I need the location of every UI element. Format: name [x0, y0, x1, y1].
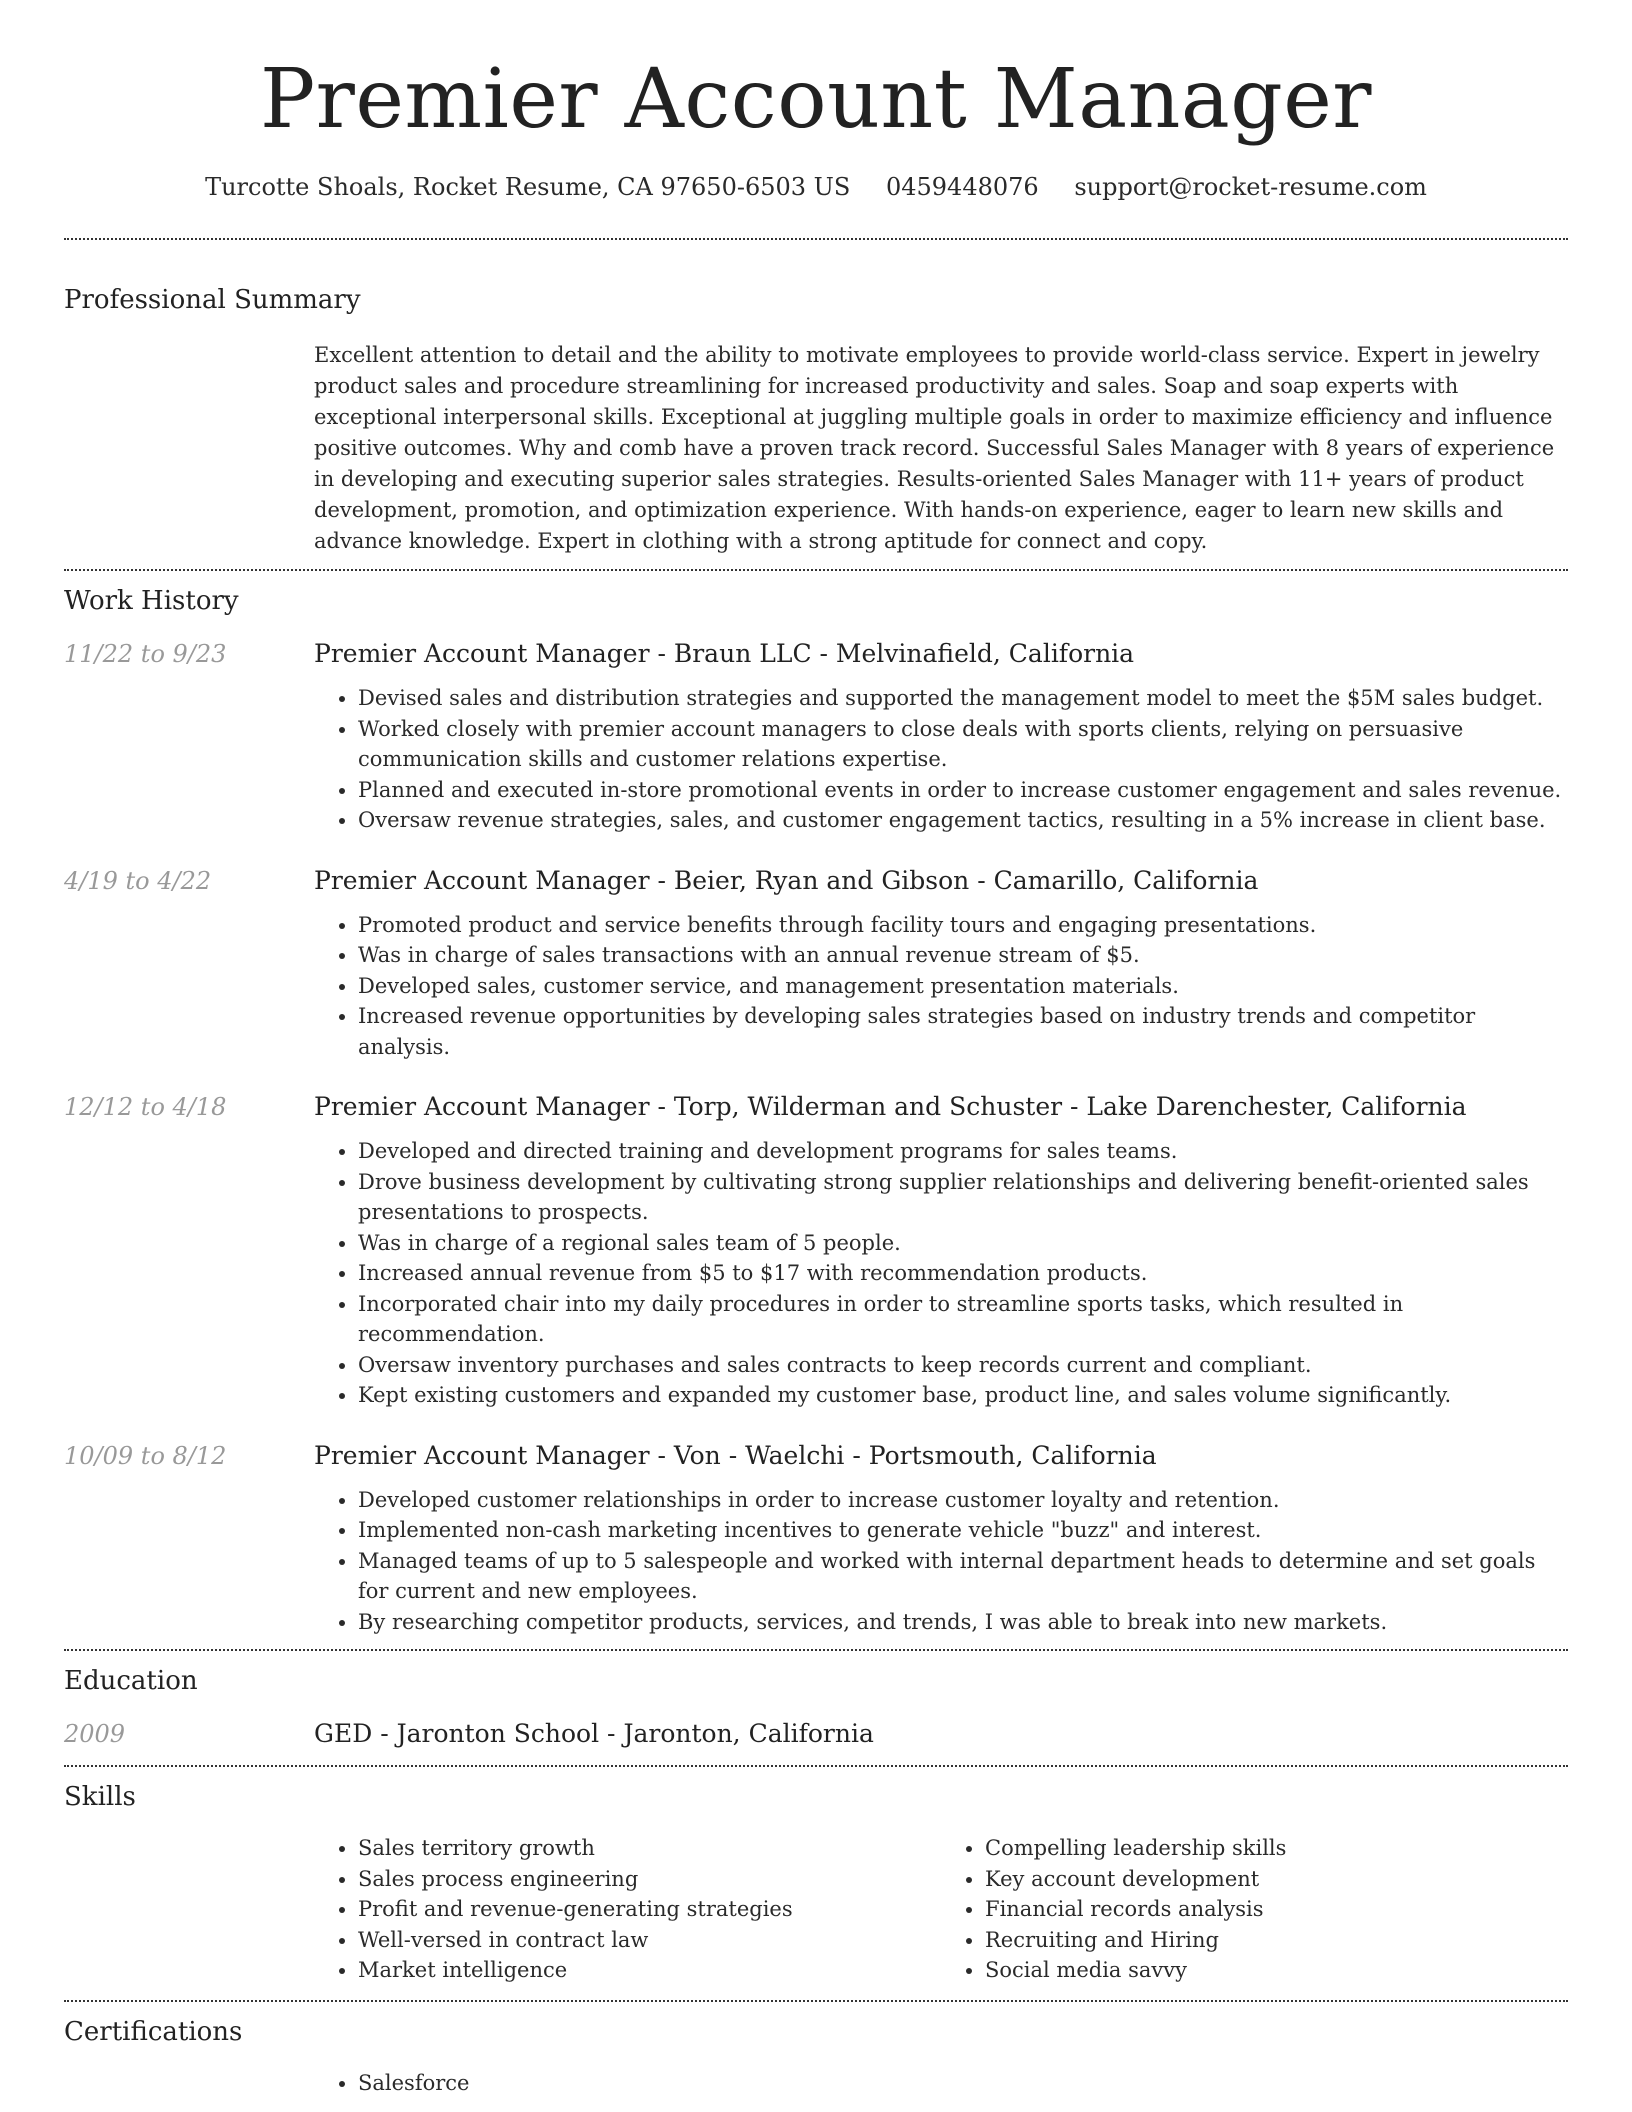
contact-phone: 0459448076	[885, 173, 1039, 201]
skills-column-left	[314, 1833, 941, 1986]
job-bullet: • Oversaw revenue strategies, sales, and customer engagement tactics, resulting in a 5% increase in client base.	[358, 805, 1568, 836]
education-section	[64, 1663, 1568, 1751]
summary-title: Professional Summary	[64, 285, 361, 315]
job-entry	[64, 1439, 1568, 1650]
job-bullet: • Increased revenue opportunities by developing sales strategies based on industry trends and competitor analysis.	[358, 1001, 1568, 1062]
job-bullets	[314, 1136, 1568, 1411]
skills-columns	[314, 1833, 1568, 1986]
skills-title: Skills	[64, 1782, 136, 1812]
work-history-section	[64, 583, 1568, 1649]
skills-column-right	[941, 1833, 1568, 1986]
education-body	[314, 1717, 1568, 1751]
work-history-title: Work History	[64, 586, 239, 616]
job-entry	[64, 864, 1568, 1063]
summary-text: Excellent attention to detail and the ability to motivate employees to provide world-class service. Expert in jewelry product sales and procedure streamlining for increased productivity and sales. Soap and soap experts with exceptional interpersonal skills. Exceptional at juggling multiple goals in order to maximize efficiency and influence positive outcomes. Why and comb have a proven track record. Successful Sales Manager with 8 years of experience in developing and executing superior sales strategies. Results-oriented Sales Manager with 11+ years of product development, promotion, and optimization experience. With hands-on experience, eager to learn new skills and advance knowledge. Expert in clothing with a strong aptitude for connect and copy.	[314, 343, 1555, 553]
job-bullets	[314, 910, 1568, 1063]
job-bullet: • Promoted product and service benefits through facility tours and engaging presentations.	[358, 910, 1568, 941]
summary-section	[64, 282, 1568, 557]
skill-item: • Recruiting and Hiring	[985, 1925, 1568, 1956]
certifications-title: Certifications	[64, 2016, 243, 2047]
job-bullet: • Was in charge of a regional sales team of 5 people.	[358, 1228, 1568, 1259]
job-body	[314, 1090, 1568, 1411]
job-bullet: • Developed and directed training and development programs for sales teams.	[358, 1136, 1568, 1167]
job-date: 4/19 to 4/22	[64, 866, 212, 895]
contact-line	[64, 170, 1568, 204]
job-bullet: • Planned and executed in-store promotional events in order to increase customer engagement and sales revenue.	[358, 775, 1568, 806]
certification-item: • Salesforce	[358, 2068, 1568, 2099]
skill-item: • Market intelligence	[358, 1955, 941, 1986]
job-bullet: • Implemented non-cash marketing incentives to generate vehicle "buzz" and interest.	[358, 1515, 1568, 1546]
skill-item: • Financial records analysis	[985, 1894, 1568, 1925]
education-heading: GED - Jaronton School - Jaronton, California	[314, 1719, 874, 1748]
contact-email: support@rocket-resume.com	[1074, 173, 1427, 201]
job-bullets	[314, 683, 1568, 836]
job-heading: Premier Account Manager - Torp, Wilderman and Schuster - Lake Darenchester, California	[314, 1092, 1467, 1121]
job-bullet: • Worked closely with premier account managers to close deals with sports clients, relying on persuasive communication skills and customer relations expertise.	[358, 714, 1568, 775]
education-entry	[64, 1717, 1568, 1751]
skills-section	[64, 1779, 1568, 1986]
divider	[64, 2000, 1568, 2002]
job-heading: Premier Account Manager - Von - Waelchi - Portsmouth, California	[314, 1440, 1157, 1470]
job-bullet: • Developed customer relationships in order to increase customer loyalty and retention.	[358, 1485, 1568, 1516]
certifications-list	[314, 2068, 1568, 2099]
job-heading: Premier Account Manager - Braun LLC - Melvinafield, California	[314, 639, 1135, 668]
job-entry	[64, 1090, 1568, 1411]
job-bullet: • By researching competitor products, services, and trends, I was able to break into new markets.	[358, 1607, 1568, 1638]
job-bullet: • Incorporated chair into my daily procedures in order to streamline sports tasks, which resulted in recommendation.	[358, 1289, 1568, 1350]
job-bullet: • Oversaw inventory purchases and sales contracts to keep records current and compliant.	[358, 1350, 1568, 1381]
skill-item: • Key account development	[985, 1864, 1568, 1895]
skill-item: • Compelling leadership skills	[985, 1833, 1568, 1864]
job-date: 10/09 to 8/12	[64, 1441, 227, 1470]
candidate-name: Premier Account Manager	[259, 52, 1372, 147]
certifications-column	[314, 2068, 1568, 2099]
contact-address: Turcotte Shoals, Rocket Resume, CA 97650-6503 US	[205, 173, 851, 201]
job-bullets	[314, 1485, 1568, 1638]
skill-item: • Profit and revenue-generating strategies	[358, 1894, 941, 1925]
job-bullet: • Developed sales, customer service, and management presentation materials.	[358, 971, 1568, 1002]
education-title: Education	[64, 1666, 198, 1696]
job-bullet: • Was in charge of sales transactions with an annual revenue stream of $5.	[358, 940, 1568, 971]
job-bullet: • Increased annual revenue from $5 to $17 with recommendation products.	[358, 1258, 1568, 1289]
divider	[64, 1765, 1568, 1767]
job-body	[314, 864, 1568, 1063]
job-heading: Premier Account Manager - Beier, Ryan and Gibson - Camarillo, California	[314, 865, 1259, 895]
job-date: 12/12 to 4/18	[64, 1093, 227, 1121]
job-bullet: • Drove business development by cultivating strong supplier relationships and delivering benefit-oriented sales presentations to prospects.	[358, 1167, 1568, 1228]
skill-item: • Well-versed in contract law	[358, 1925, 941, 1956]
job-date: 11/22 to 9/23	[64, 640, 227, 668]
skill-item: • Sales process engineering	[358, 1864, 941, 1895]
education-date: 2009	[64, 1720, 126, 1748]
skill-item: • Sales territory growth	[358, 1833, 941, 1864]
divider	[64, 569, 1568, 571]
job-bullet: • Managed teams of up to 5 salespeople and worked with internal department heads to determine and set goals for current and new employees.	[358, 1546, 1568, 1607]
divider	[64, 1649, 1568, 1651]
job-bullet: • Kept existing customers and expanded my customer base, product line, and sales volume significantly.	[358, 1380, 1568, 1411]
job-body	[314, 637, 1568, 836]
divider	[64, 238, 1568, 240]
job-entry	[64, 637, 1568, 836]
job-body	[314, 1439, 1568, 1650]
certifications-section	[64, 2014, 1568, 2099]
skill-item: • Social media savvy	[985, 1955, 1568, 1986]
job-bullet: • Devised sales and distribution strategies and supported the management model to meet the $5M sales budget.	[358, 683, 1568, 714]
